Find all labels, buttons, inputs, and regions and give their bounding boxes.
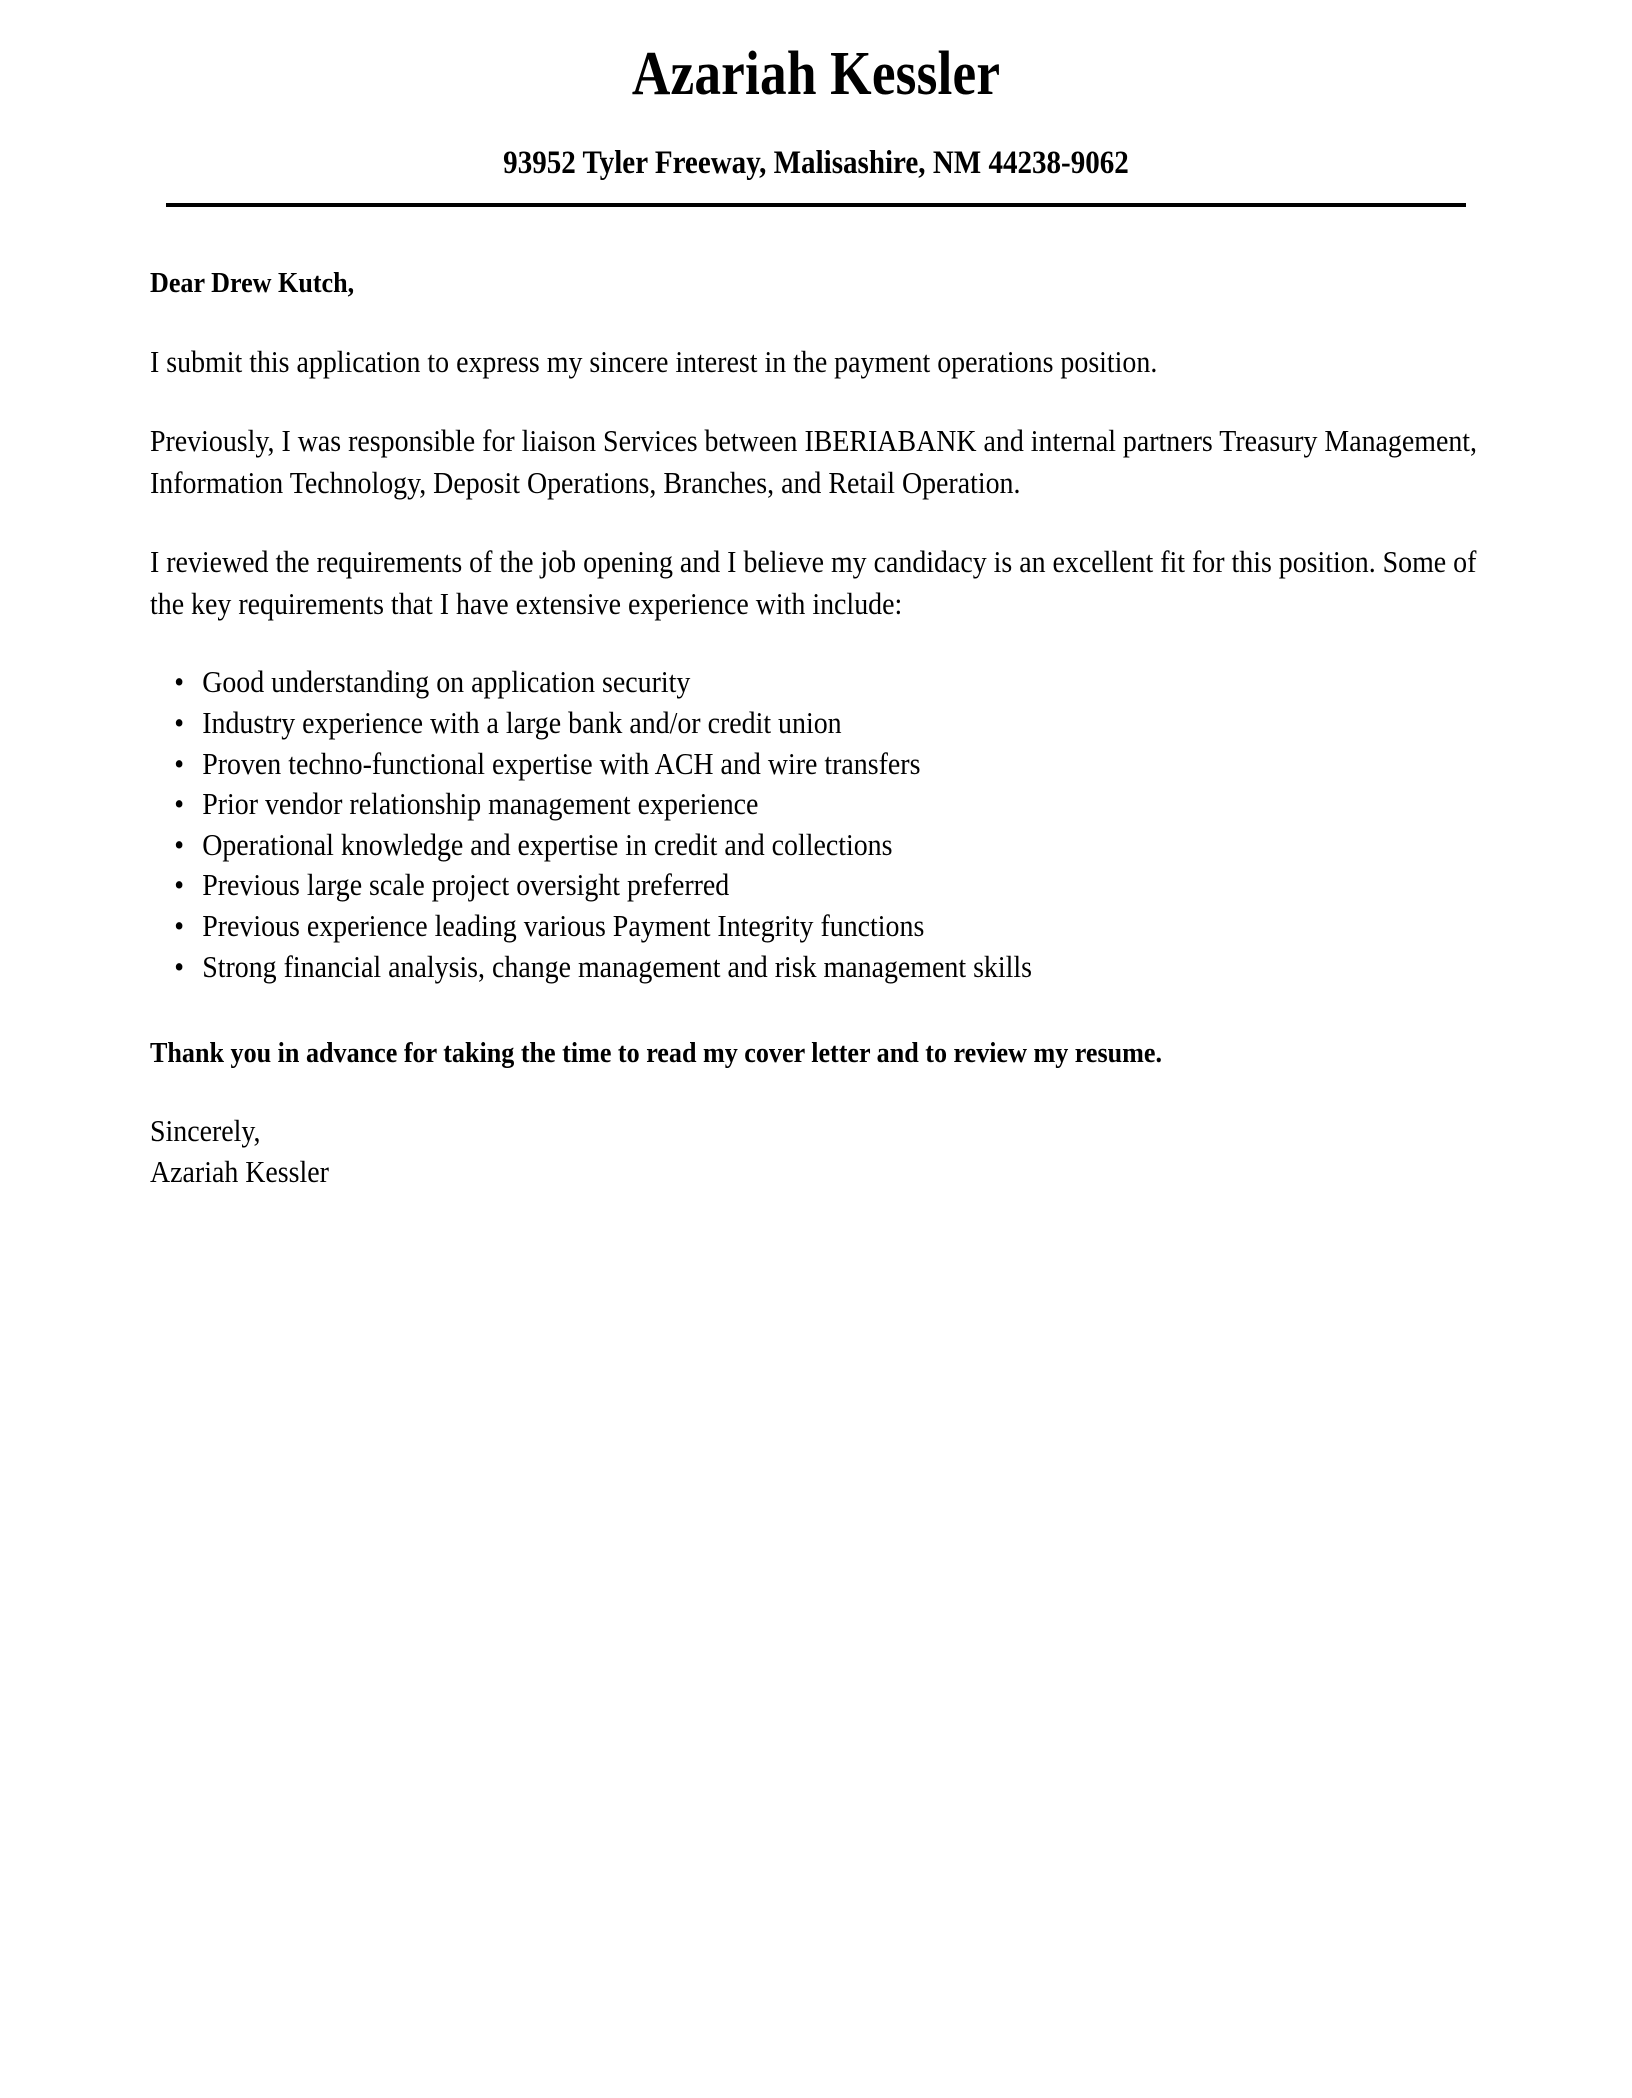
- list-item-label: Operational knowledge and expertise in credit and collections: [202, 826, 893, 862]
- list-item-label: Proven techno-functional expertise with ACH and wire transfers: [202, 745, 921, 781]
- letter-body: [0, 265, 1632, 1192]
- list-item-label: Prior vendor relationship management experience: [202, 786, 759, 822]
- bullet-icon: •: [174, 948, 185, 984]
- list-item-label: Industry experience with a large bank and/or credit union: [202, 704, 842, 740]
- list-item-label: Previous experience leading various Payment Integrity functions: [202, 907, 925, 943]
- header-divider: [166, 203, 1466, 207]
- list-item: [173, 947, 1504, 988]
- list-item: [173, 744, 1504, 785]
- bullet-icon: •: [174, 826, 185, 862]
- contact-address: 93952 Tyler Freeway, Malisashire, NM 44238-9062: [503, 145, 1129, 182]
- bullet-icon: •: [174, 867, 185, 903]
- list-item: [173, 662, 1504, 703]
- list-item-label: Good understanding on application security: [202, 664, 691, 700]
- signature-block: [150, 1111, 1349, 1193]
- list-item-label: Previous large scale project oversight preferred: [202, 867, 730, 903]
- list-item: [173, 784, 1504, 825]
- sign-off-label: Sincerely,: [150, 1112, 261, 1148]
- bullet-icon: •: [174, 907, 185, 943]
- paragraph-experience: Previously, I was responsible for liaison Services between IBERIABANK and internal partners Treasury Management, Information Technology, Deposit Operations, Branches, and Retail Operation.: [150, 423, 1478, 500]
- requirements-list: [150, 662, 1503, 987]
- bullet-icon: •: [174, 704, 185, 740]
- list-item-label: Strong financial analysis, change management and risk management skills: [202, 948, 1032, 984]
- paragraph-intro: I submit this application to express my sincere interest in the payment operations position.: [150, 343, 1158, 379]
- bullet-icon: •: [174, 745, 185, 781]
- list-item: [173, 865, 1504, 906]
- signature-name: Azariah Kessler: [150, 1153, 329, 1189]
- bullet-icon: •: [174, 664, 185, 700]
- letterhead: [0, 0, 1632, 207]
- list-item: [173, 825, 1504, 866]
- list-item: [173, 906, 1504, 947]
- page-title: Azariah Kessler: [631, 40, 1001, 108]
- salutation: Dear Drew Kutch,: [150, 267, 355, 300]
- thank-you-line: Thank you in advance for taking the time to read my cover letter and to review my resume.: [150, 1037, 1163, 1070]
- bullet-icon: •: [174, 786, 185, 822]
- paragraph-requirements-intro: I reviewed the requirements of the job opening and I believe my candidacy is an excellent fit for this position. Some of the key requirements that I have extensive experience with include:: [150, 544, 1477, 621]
- list-item: [173, 703, 1504, 744]
